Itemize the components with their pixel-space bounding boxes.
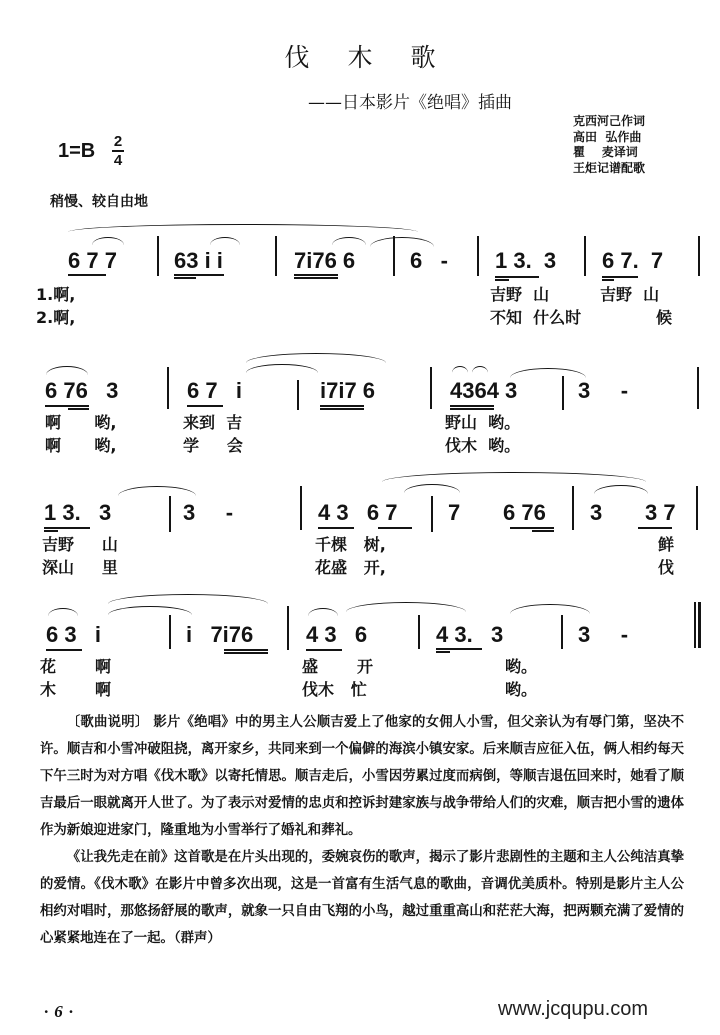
phrase-slur [108,594,268,604]
time-signature [112,134,124,168]
measure-5-notes: 3 - [578,378,629,403]
lyric-text: 2.啊, [36,308,76,327]
verse-1-lyric: 千棵 树, [315,535,386,554]
beam [44,527,90,529]
beam [510,527,554,529]
tempo-marking: 稍慢、较自由地 [50,194,148,210]
barline [562,376,564,410]
measure-3-notes: 7i76 6 [294,248,356,273]
credit-arranger: 王炬记谱配歌 [573,160,646,175]
beam [306,649,342,651]
beam [44,530,58,532]
barline [561,615,563,649]
phrase-slur [346,602,466,612]
credit-lyricist: 克西河己作词 [573,114,646,128]
beam [320,405,364,407]
song-subtitle: ——日本影片《绝唱》插曲 [308,93,512,113]
slur [308,608,338,616]
barline [698,236,700,276]
beam [294,277,338,279]
beam [436,648,482,650]
beam [602,279,614,281]
barline [477,236,479,276]
barline [169,496,171,532]
barline [393,236,395,276]
verse-1-lyric: 鲜 [658,535,675,554]
measure-2-notes: 63 i i [174,248,223,273]
measure-1-notes: 6 7 7 [68,248,117,273]
verse-2-lyric: 木 啊 [40,680,111,699]
measure-5-notes: 1 3. 3 [495,248,557,273]
verse-1-lyric: 盛 开 [302,657,373,676]
beam [224,649,268,651]
page-number: ·6· [44,1002,79,1021]
beam [46,649,82,651]
measure-3-notes: 4 3 6 7 [318,500,398,525]
beam [495,279,509,281]
tie [594,485,648,494]
barline [572,486,574,530]
beam [450,405,494,407]
phrase-slur [68,224,418,232]
verse-2-lyric: 伐木 哟。 [445,436,521,455]
measure-5-notes: 3 - [578,622,629,647]
verse-1-lyric: 哟。 [505,657,538,676]
description-paragraph: 〔歌曲说明〕 影片《绝唱》中的男主人公顺吉爱上了他家的女佣人小雪，但父亲认为有辱门第，坚决不许。顺吉和小雪冲破阻挠，离开家乡，共同来到一个偏僻的海滨小镇安家。后来顺吉应征入伍，俩人相约每天下午三时为对方唱《伐木歌》以寄托情思。顺吉走后，小雪因劳累过度而病倒，等顺吉退伍回来时，她看了顺吉最后一眼就离开人世了。为了表示对爱情的忠贞和控诉封建家族与战争带给人们的灾难，顺吉把小雪的遗体作为新娘迎进家门，隆重地为小雪举行了婚礼和葬礼。 [40,715,684,838]
beam [68,408,89,410]
slur [46,366,88,375]
song-title: 伐木歌 [284,43,474,72]
measure-6-notes: 6 7. 7 [602,248,664,273]
verse-1-lyric: 来到 吉 [183,413,243,432]
measure-3-notes: i7i7 6 [320,378,376,403]
verse-2-lyric: 啊 哟, [45,436,117,455]
beam [602,276,638,278]
credits [573,114,645,176]
measure-2-notes: 3 - [183,500,234,525]
tie [510,368,586,378]
tie [510,604,590,614]
final-barline [694,602,701,648]
slur [452,366,468,373]
key-signature: 1=B [58,140,96,162]
barline [297,380,299,410]
barline [584,236,586,276]
beam [638,527,672,529]
beam [436,651,450,653]
beam [174,277,196,279]
slur [472,366,488,373]
phrase-slur [246,353,386,363]
verse-2-lyric [36,309,75,327]
phrase-slur [382,472,646,482]
verse-2-lyric: 不知 什么时 [490,308,582,327]
barline [300,486,302,530]
measure-1-notes: 6 76 3 [45,378,119,403]
measure-4-notes: 4364 3 [450,378,518,403]
beam [532,530,554,532]
description-paragraph: 《让我先走在前》这首歌是在片头出现的，委婉哀伤的歌声，揭示了影片悲剧性的主题和主人公纯洁真挚的爱情。《伐木歌》在影片中曾多次出现，这是一首富有生活气息的歌曲，音调优美质朴。特别是影片主人公相约对唱时，那悠扬舒展的歌声，就象一只自由飞翔的小鸟，越过重重高山和茫茫大海，把两颗充满了爱情的心紧紧地连在了一起。（群声） [40,850,684,946]
verse-2-lyric: 花盛 开, [315,558,386,577]
verse-2-lyric: 伐木 忙 [302,680,367,699]
website-watermark: www.jcqupu.com [498,998,649,1020]
barline [697,367,699,409]
slur [210,237,240,245]
song-description [40,709,684,952]
verse-1-lyric: 花 啊 [40,657,111,676]
tie [108,606,192,615]
beam [174,274,224,276]
time-signature-bottom: 4 [113,152,123,169]
verse-1-lyric [36,286,75,305]
slur [332,237,366,245]
verse-1-lyric: 吉野 山 [490,285,550,304]
barline [275,236,277,276]
tie [118,486,196,496]
beam [450,408,494,410]
verse-2-lyric: 哟。 [505,680,538,699]
beam [378,527,412,529]
slur [92,237,124,245]
beam [68,274,106,276]
barline [696,486,698,530]
verse-2-lyric: 深山 里 [42,558,118,577]
time-signature-top: 2 [113,133,123,150]
measure-2-notes: 6 7 i [187,378,243,403]
measure-4-notes: 6 - [410,248,448,273]
barline [169,615,171,649]
verse-1-lyric: 吉野 山 [42,535,118,554]
beam [320,408,364,410]
verse-1-lyric: 吉野 山 [600,285,660,304]
barline [418,615,420,649]
verse-2-lyric: 伐 [658,558,675,577]
credit-composer: 高田 弘作曲 [573,129,642,144]
measure-1-notes: 1 3. 3 [44,500,112,525]
verse-2-lyric: 候 [656,308,673,327]
measure-3-notes: 4 3 6 [306,622,368,647]
measure-1-notes: 6 3 i [46,622,102,647]
verse-1-lyric: 啊 哟, [45,413,117,432]
beam [294,274,338,276]
credit-translator: 瞿 麦译词 [573,145,638,159]
measure-4-notes: 7 6 76 [448,500,546,525]
beam [318,527,354,529]
barline [287,606,289,650]
beam [495,276,539,278]
measure-4-notes: 4 3. 3 [436,622,504,647]
beam [187,405,223,407]
slur [48,608,78,616]
tie [370,237,434,247]
barline [430,367,432,409]
slur [246,364,318,373]
verse-1-lyric: 野山 哟。 [445,413,521,432]
barline [431,496,433,532]
barline [167,367,169,409]
measure-5-notes: 3 3 7 [590,500,676,525]
beam [224,652,268,654]
lyric-text: 1.啊, [36,285,76,304]
beam [45,405,89,407]
verse-2-lyric: 学 会 [183,436,243,455]
measure-2-notes: i 7i76 [186,622,254,647]
slur [404,484,460,493]
barline [157,236,159,276]
